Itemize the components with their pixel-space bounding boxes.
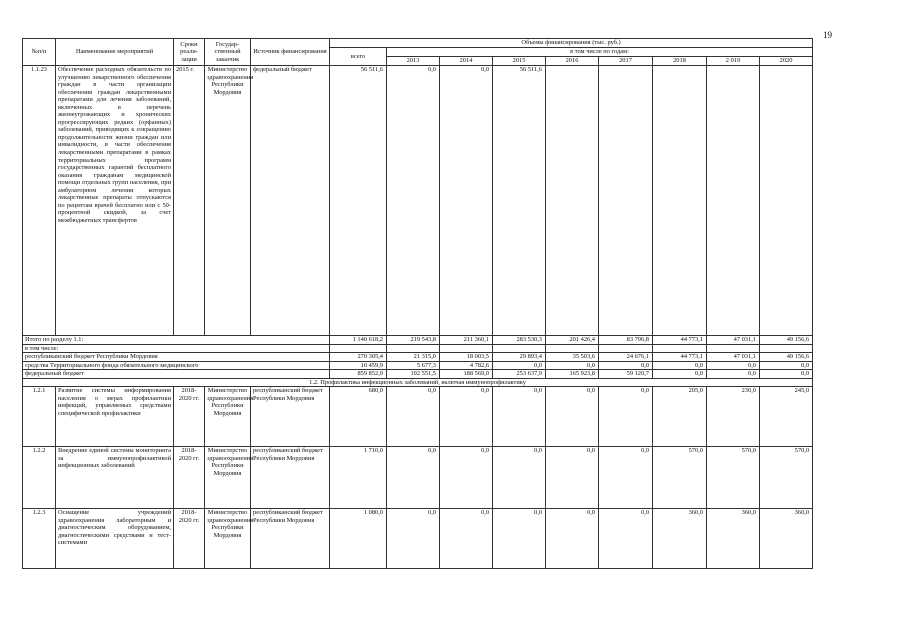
row-value: 0,0 [387,509,440,569]
summary-value: 0,0 [546,361,599,370]
summary-value: 59 120,7 [599,370,653,379]
row-value: 0,0 [493,387,546,447]
summary-value: 49 156,6 [760,353,813,362]
row-name: Оснащение учреждений здравоохранения лабораторным и диагностическим оборудованием, диагностическими средствами и тест-системами [56,509,174,569]
row-num: 1.2.3 [23,509,56,569]
row-value: 570,0 [653,447,707,509]
summary-value [760,344,813,353]
header-name: Наименование мероприятий [56,39,174,66]
summary-value: 201 426,4 [546,336,599,345]
summary-row [23,370,813,379]
summary-value: 283 530,3 [493,336,546,345]
summary-value: 18 003,5 [440,353,493,362]
summary-total: 1 140 618,2 [330,336,387,345]
row-source: республиканский бюджет Республики Мордовия [251,387,330,447]
summary-value: 49 156,6 [760,336,813,345]
summary-label: средства Территориального фонда обязательного медицинского [23,361,330,370]
row-value: 570,0 [760,447,813,509]
row-value: 0,0 [440,66,493,336]
header-incl-years: в том числе по годам: [387,48,813,57]
header-num: №п/п [23,39,56,66]
section-row [23,378,813,387]
header-year: 2 019 [707,57,760,66]
summary-value: 21 315,0 [387,353,440,362]
summary-value [440,344,493,353]
summary-value [493,344,546,353]
header-year: 2013 [387,57,440,66]
header-year: 2016 [546,57,599,66]
header-year: 2015 [493,57,546,66]
header-year: 2014 [440,57,493,66]
table-row [23,66,813,336]
row-customer: Министерство здравоохранения Республики Мордовия [205,447,251,509]
row-value: 245,0 [760,387,813,447]
row-value: 0,0 [387,447,440,509]
summary-value: 0,0 [760,370,813,379]
header-year: 2017 [599,57,653,66]
summary-label: в том числе: [23,344,330,353]
summary-total [330,344,387,353]
summary-value: 0,0 [653,370,707,379]
row-value: 0,0 [387,66,440,336]
row-source: федеральный бюджет [251,66,330,336]
row-value: 360,0 [707,509,760,569]
row-value: 0,0 [387,387,440,447]
table-row [23,509,813,569]
row-value: 0,0 [440,509,493,569]
summary-value [707,344,760,353]
row-value: 0,0 [599,509,653,569]
header-source: Источник финансирования [251,39,330,66]
summary-value: 0,0 [653,361,707,370]
row-value [546,66,599,336]
summary-value: 24 676,1 [599,353,653,362]
page-number: 19 [823,30,832,40]
header-total: всего [330,48,387,66]
row-value: 0,0 [546,447,599,509]
header-year: 2020 [760,57,813,66]
row-name: Обеспечение расходных обязательств по улучшению лекарственного обеспечения граждан в части организации обеспечения граждан лекарственными препаратами для лечения заболеваний, включенных в перечень жизнеугрожающих и хронических прогрессирующих редких (орфанных) заболеваний, приводящих к сокращению продолжительности жизни граждан или инвалидности, в части обеспечения лекарственными препаратами в рамках территориальных программ государственных гарантий бесплатного оказания гражданам медицинской помощи отдельных групп населения, при амбулаторном лечении которых лекарственные препараты отпускаются по рецептам врачей бесплатно или с 50-процентной скидкой, за счет межбюджетных трансфертов [56,66,174,336]
summary-label: федеральный бюджет [23,370,330,379]
row-value: 360,0 [760,509,813,569]
row-term: 2018-2020 гг. [174,387,205,447]
table-row [23,447,813,509]
row-value: 0,0 [440,387,493,447]
summary-row [23,336,813,345]
row-customer: Министерство здравоохранения Республики Мордовия [205,66,251,336]
table-row [23,387,813,447]
row-value: 0,0 [599,387,653,447]
summary-value [387,344,440,353]
header-volumes: Объемы финансирования (тыс. руб.) [330,39,813,48]
row-value: 205,0 [653,387,707,447]
summary-label: республиканский бюджет Республики Мордовия [23,353,330,362]
row-value: 0,0 [599,447,653,509]
row-value: 0,0 [493,509,546,569]
row-value: 0,0 [546,387,599,447]
summary-total: 859 852,9 [330,370,387,379]
summary-value [546,344,599,353]
section-title: 1.2. Профилактика инфекционных заболеваний, включая иммунопрофилактику [23,378,813,387]
row-term: 2015 г. [174,66,205,336]
row-total: 680,0 [330,387,387,447]
summary-value: 253 637,9 [493,370,546,379]
summary-value: 0,0 [707,361,760,370]
summary-row [23,344,813,353]
summary-value [599,344,653,353]
summary-total: 10 459,9 [330,361,387,370]
summary-row [23,361,813,370]
row-value: 360,0 [653,509,707,569]
row-value [599,66,653,336]
summary-value: 5 677,3 [387,361,440,370]
header-customer: Государ-ственный заказчик [205,39,251,66]
summary-value: 211 360,1 [440,336,493,345]
summary-value: 219 543,8 [387,336,440,345]
summary-value: 44 773,1 [653,336,707,345]
summary-value: 47 031,1 [707,336,760,345]
summary-value: 165 923,8 [546,370,599,379]
row-total: 1 710,0 [330,447,387,509]
summary-value: 4 782,6 [440,361,493,370]
row-name: Развитие системы информирования населения о мерах профилактики инфекций, управляемых средствами специфической профилактики [56,387,174,447]
row-value: 0,0 [440,447,493,509]
row-name: Внедрение единой системы мониторинга за иммунопрофилактикой инфекционных заболеваний [56,447,174,509]
row-value [707,66,760,336]
summary-value: 0,0 [760,361,813,370]
row-value: 0,0 [493,447,546,509]
header-year: 2018 [653,57,707,66]
row-value [653,66,707,336]
row-num: 1.2.2 [23,447,56,509]
row-value: 570,0 [707,447,760,509]
summary-label: Итого по разделу 1.1: [23,336,330,345]
summary-value: 0,0 [493,361,546,370]
row-source: республиканский бюджет Республики Мордовия [251,447,330,509]
row-value: 230,0 [707,387,760,447]
summary-total: 270 305,4 [330,353,387,362]
row-term: 2018-2020 гг. [174,509,205,569]
row-num: 1.1.23 [23,66,56,336]
summary-value [653,344,707,353]
header-term: Сроки реали-зации [174,39,205,66]
summary-value: 47 031,1 [707,353,760,362]
summary-value: 188 569,0 [440,370,493,379]
row-term: 2018-2020 гг. [174,447,205,509]
row-value: 0,0 [546,509,599,569]
row-value [760,66,813,336]
financing-table [22,38,813,569]
row-customer: Министерство здравоохранения Республики Мордовия [205,509,251,569]
summary-value: 192 551,5 [387,370,440,379]
row-source: республиканский бюджет Республики Мордовия [251,509,330,569]
summary-value: 35 503,6 [546,353,599,362]
summary-row [23,353,813,362]
row-total: 1 080,0 [330,509,387,569]
row-customer: Министерство здравоохранения Республики Мордовия [205,387,251,447]
summary-value: 0,0 [599,361,653,370]
summary-value: 83 796,8 [599,336,653,345]
row-total: 56 511,6 [330,66,387,336]
row-num: 1.2.1 [23,387,56,447]
row-value: 56 511,6 [493,66,546,336]
summary-value: 0,0 [707,370,760,379]
summary-value: 44 773,1 [653,353,707,362]
summary-value: 29 893,4 [493,353,546,362]
